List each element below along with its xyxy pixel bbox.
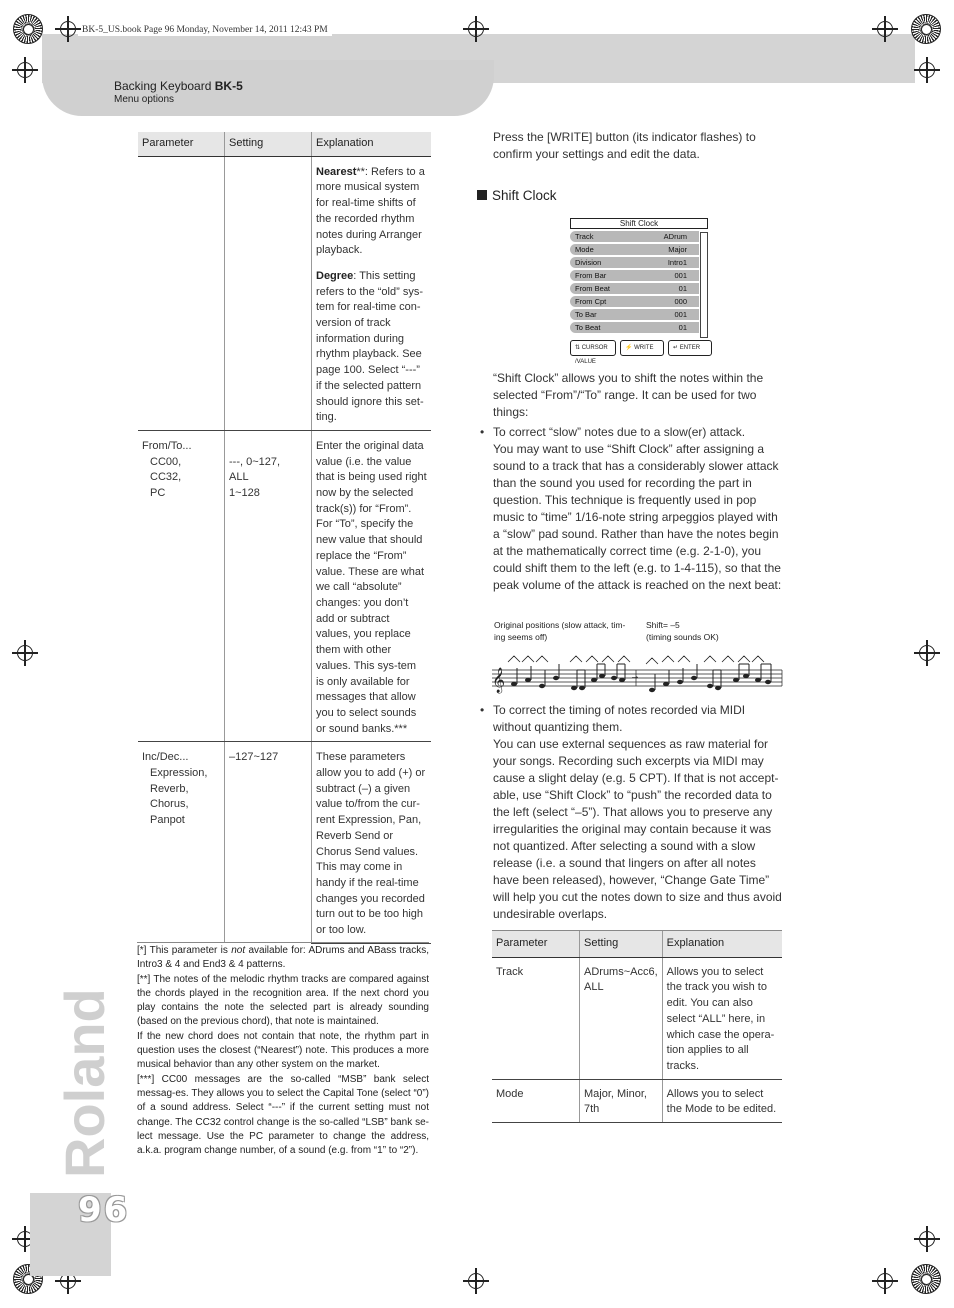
table-row bbox=[138, 156, 431, 430]
registration-mark-icon bbox=[12, 640, 38, 666]
model-name: BK-5 bbox=[214, 79, 243, 93]
setting-cell: ---, 0~127, ALL 1~128 bbox=[225, 430, 312, 741]
explanation-cell: Allows you to select the track you wish to edit. You can also select “ALL” here, in which case the opera-tion applies to all tracks. bbox=[662, 957, 782, 1079]
explanation-cell: Enter the original data value (i.e. the value that is being used right now by the selected track(s)) for “From”. For “To”, specify the new value that should replace the “From” value. These are what we call “absolute” changes: you don’t add or subtract values, you replace them with other values. This sys-tem is only available for messages that allow you to select sounds or sound banks.*** bbox=[312, 430, 432, 741]
right-parameter-table-wrap bbox=[492, 930, 782, 1123]
setting-cell: ADrums~Acc6, ALL bbox=[580, 957, 663, 1079]
running-header-subtitle: Menu options bbox=[114, 94, 175, 105]
lcd-scrollbar bbox=[700, 232, 708, 338]
column-header: Parameter bbox=[492, 931, 580, 958]
param-cell: Track bbox=[492, 957, 580, 1079]
column-header: Explanation bbox=[662, 931, 782, 958]
lcd-title: Shift Clock bbox=[570, 218, 708, 229]
lcd-row: Division Intro1 bbox=[570, 257, 699, 268]
figure-label-original: Original positions (slow attack, tim-ing seems off) bbox=[494, 620, 626, 642]
column-header: Setting bbox=[580, 931, 663, 958]
column-header: Setting bbox=[225, 132, 312, 156]
write-button[interactable]: ⚡ WRITE bbox=[620, 340, 664, 356]
left-parameter-table-wrap bbox=[138, 132, 431, 944]
param-cell bbox=[138, 156, 225, 430]
enter-button[interactable]: ↵ ENTER bbox=[668, 340, 712, 356]
footnote: [**] The notes of the melodic rhythm tracks are compared against the chords played in the recognition area. If the next chord you play contains the note the selected part is already sounding (based on the previous chord), that note is maintained. bbox=[137, 973, 429, 1028]
running-header-title: Backing Keyboard BK-5 bbox=[114, 79, 243, 93]
svg-text:Roland: Roland bbox=[53, 988, 116, 1178]
figure-label-shifted: Shift= –5 (timing sounds OK) bbox=[646, 620, 719, 642]
bullet-item-2: To correct the timing of notes recorded via MIDI without quantizing them. You can use external sequences as raw material for your songs. Recording such excerpts via MIDI may cause a slight delay (e.g. 5 CPT). If that is not accept-able, use “Shift Clock” to “push” the recorded data to the left (select “–5”). That allows you to preserve any irregularities the original may contain because it was not quantized. After selecting a sound with a slow release (i.e. a sound that lingers on after all notes have been released), however, “Change Gate Time” will help you cut the notes down to size and thus avoid undesirable overlaps. bbox=[493, 703, 782, 921]
shift-clock-description: “Shift Clock” allows you to shift the notes within the selected “From”/“To” range. It can be used for two things: bbox=[493, 371, 764, 419]
lcd-row: From Beat 01 bbox=[570, 283, 699, 294]
svg-text:𝄞: 𝄞 bbox=[492, 668, 506, 693]
param-cell: From/To... CC00, CC32, PC bbox=[138, 430, 225, 741]
right-parameter-table bbox=[492, 930, 782, 1123]
option-name: Degree bbox=[316, 269, 354, 282]
left-parameter-table bbox=[138, 132, 431, 944]
lcd-screen bbox=[570, 218, 708, 365]
lcd-row: To Bar 001 bbox=[570, 309, 699, 320]
section-heading: Shift Clock bbox=[477, 188, 557, 203]
param-cell: Inc/Dec... Expression, Reverb, Chorus, Panpot bbox=[142, 751, 208, 827]
explanation-cell: Nearest**: Refers to a more musical system for real-time shifts of the recorded rhythm notes during Arranger playback. Degree: This setting refers to the “old” sys-tem for real-time con-version of track information during rhythm playback. See page 100. Select “---” if the selected pattern should ignore this set-ting. bbox=[312, 156, 432, 430]
registration-mark-icon bbox=[872, 1268, 898, 1294]
registration-mark-icon bbox=[914, 57, 940, 83]
header-tab bbox=[42, 60, 494, 116]
setting-cell: –127~127 bbox=[225, 742, 312, 943]
color-target-icon bbox=[13, 14, 43, 44]
lcd-row: To Beat 01 bbox=[570, 322, 699, 333]
page-number: 96 bbox=[78, 1190, 130, 1230]
registration-mark-icon bbox=[463, 16, 489, 42]
column-header: Explanation bbox=[312, 132, 432, 156]
roland-logo bbox=[53, 988, 116, 1180]
bullet-icon: • bbox=[480, 703, 485, 717]
column-header: Parameter bbox=[138, 132, 225, 156]
footnote: [*] This parameter is not available for: ADrums and ABass tracks, Intro3 & 4 and End3 & 4 patterns. bbox=[137, 945, 430, 971]
setting-cell: Major, Minor, 7th bbox=[580, 1079, 663, 1122]
registration-mark-icon bbox=[914, 1226, 940, 1252]
bullet-icon: • bbox=[480, 425, 485, 439]
lcd-row: From Cpt 000 bbox=[570, 296, 699, 307]
registration-mark-icon bbox=[12, 57, 38, 83]
lcd-row: From Bar 001 bbox=[570, 270, 699, 281]
color-target-icon bbox=[911, 14, 941, 44]
footnotes bbox=[137, 942, 429, 1158]
bullet-item-1: To correct “slow” notes due to a slow(er) attack. You may want to use “Shift Clock” after assigning a sound to a track that has a considerably slower attack than the sound you used for recording the part in question. This technique is frequently used in pop music to “time” 1/16-note string arpeggios played with a “slow” pad sound. Rather than have the notes begin at the mathematically correct time (e.g. 2-1-0), you could shift them to the left (e.g. to 1-4-115), so that the peak volume of the attack is reached on the next beat: bbox=[493, 425, 782, 592]
option-name: Nearest bbox=[316, 165, 357, 178]
lcd-button-bar bbox=[570, 340, 712, 365]
registration-mark-icon bbox=[463, 1268, 489, 1294]
lcd-row: Mode Major bbox=[570, 244, 699, 255]
table-row bbox=[138, 430, 431, 741]
registration-mark-icon bbox=[872, 16, 898, 42]
registration-mark-icon bbox=[914, 640, 940, 666]
book-label: BK-5_US.book Page 96 Monday, November 14, 2011 12:43 PM bbox=[78, 24, 332, 36]
footnote: [***] CC00 messages are the so-called “MSB” bank select messag-es. They allows you to select the Capital Tone (select “0”) of a sound address. Select “---” if the current setting must not change. The CC32 control change is the so-called “LSB” bank se-lect message. Use the PC parameter to change the address, a.k.a. program change number, of a sound (e.g. from “1” to “2”). bbox=[137, 1073, 429, 1157]
intro-paragraph: Press the [WRITE] button (its indicator flashes) to confirm your settings and edit the data. bbox=[493, 130, 756, 161]
param-cell: Mode bbox=[492, 1079, 580, 1122]
svg-text:→: → bbox=[630, 671, 640, 682]
explanation-cell: Allows you to select the Mode to be edited. bbox=[662, 1079, 782, 1122]
color-target-icon bbox=[911, 1264, 941, 1294]
table-row bbox=[492, 1079, 782, 1122]
explanation-cell: These parameters allow you to add (+) or subtract (–) a given value to/from the cur-rent Expression, Pan, Reverb Send or Chorus Send values. This may come in handy if the real-time changes you recorded turn out to be too high or too low. bbox=[312, 742, 432, 943]
square-bullet-icon bbox=[477, 190, 487, 200]
registration-mark-icon bbox=[55, 16, 81, 42]
music-notation-figure bbox=[490, 650, 784, 694]
lcd-row: Track ADrum bbox=[570, 231, 699, 242]
table-row bbox=[138, 742, 431, 943]
footnote: If the new chord does not contain that note, the rhythm part in question uses the closest (“Nearest”) note. This produces a more musical behavior than any other system on the market. bbox=[137, 1030, 429, 1071]
setting-cell bbox=[225, 156, 312, 430]
table-row bbox=[492, 957, 782, 1079]
cursor-value-button[interactable]: ⇅ CURSOR /VALUE bbox=[570, 340, 616, 356]
